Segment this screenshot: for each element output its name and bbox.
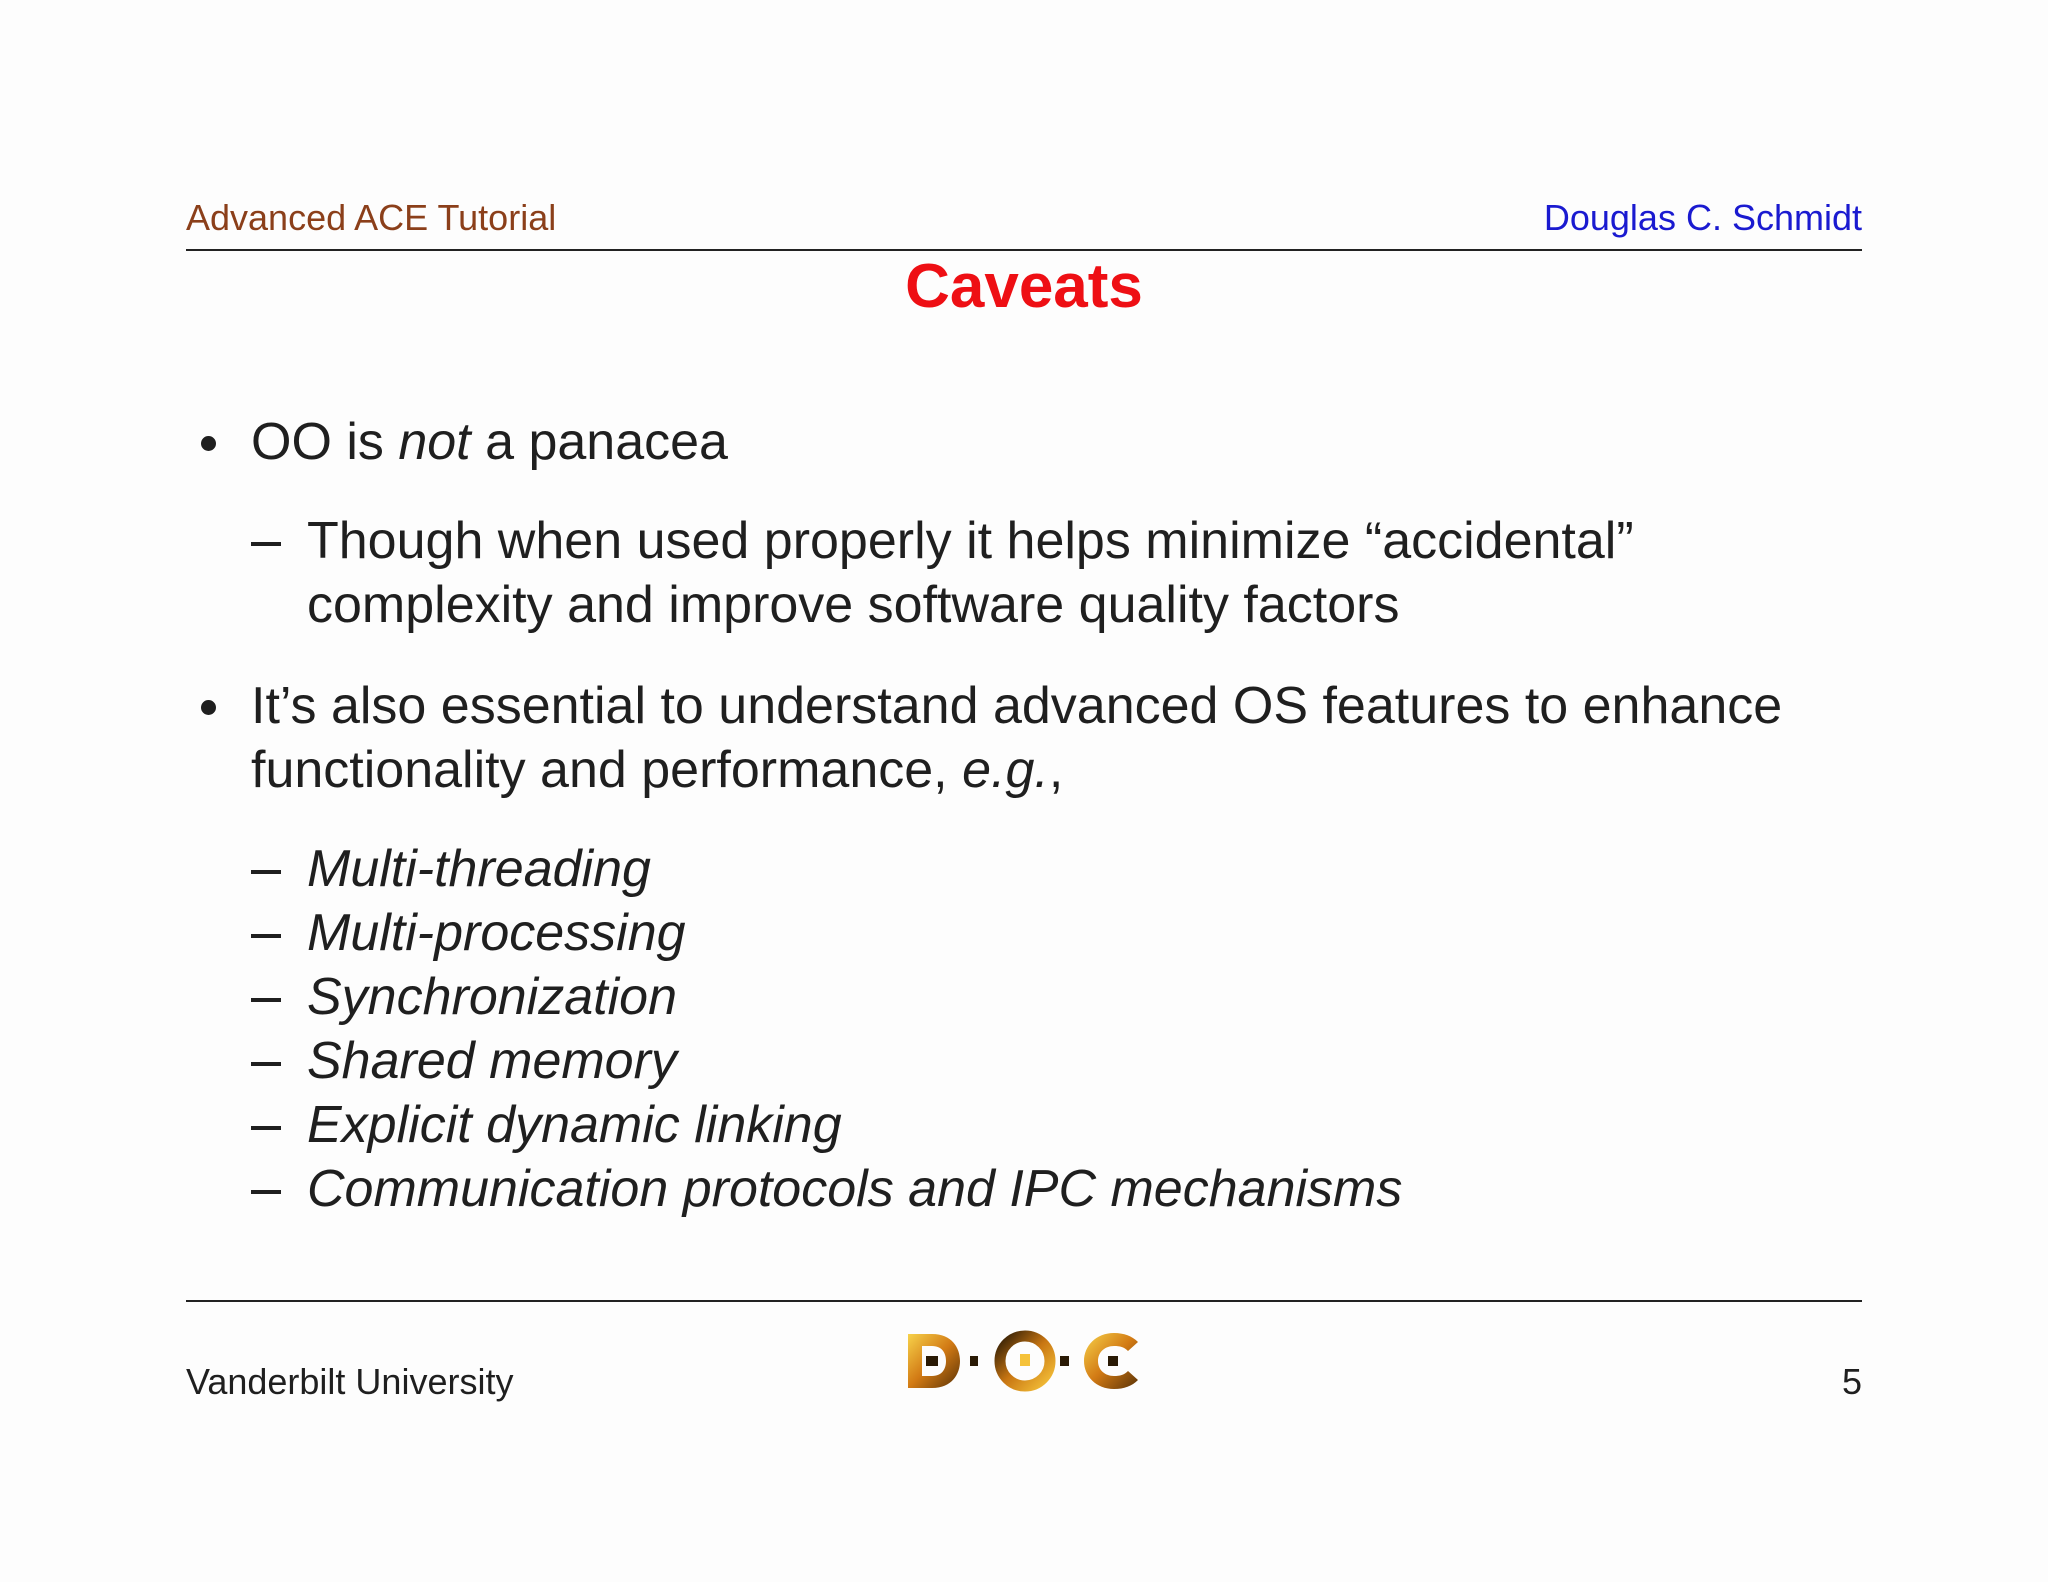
header-author: Douglas C. Schmidt [1543, 197, 1862, 238]
dash-2-2 [251, 934, 281, 938]
footer-institution: Vanderbilt University [186, 1361, 514, 1402]
logo-o-box [1020, 1354, 1030, 1366]
dash-2-4 [251, 1062, 281, 1066]
bullet-2-line2 [251, 738, 1063, 802]
dash-1-1 [251, 542, 281, 546]
bullet-1-post: a panacea [470, 413, 728, 471]
sub-1-1-line2: complexity and improve software quality factors [307, 576, 1400, 634]
slide-title: Caveats [905, 252, 1143, 321]
sub-2-6: Communication protocols and IPC mechanisms [307, 1160, 1403, 1218]
logo-u-box [1060, 1356, 1069, 1366]
bullet-1-pre: OO is [251, 413, 399, 471]
sub-1-1-line1: Though when used properly it helps minimize “accidental” [307, 512, 1634, 570]
doc-group-logo [900, 1326, 1150, 1396]
header-divider [186, 249, 1862, 251]
dash-2-6 [251, 1190, 281, 1194]
bullet-dot-2 [201, 700, 216, 715]
sub-2-5: Explicit dynamic linking [307, 1096, 842, 1154]
bullet-2-line1: It’s also essential to understand advanced OS features to enhance [251, 677, 1783, 735]
bullet-1-em: not [398, 413, 471, 471]
bullet-2-line2-post: , [1048, 741, 1064, 799]
logo-p-box [1108, 1356, 1118, 1366]
header-course-title: Advanced ACE Tutorial [186, 197, 557, 238]
footer-divider [186, 1300, 1862, 1302]
bullet-1-text [251, 410, 728, 474]
page-number: 5 [1841, 1361, 1862, 1402]
logo-g-box [926, 1356, 938, 1366]
sub-2-3: Synchronization [307, 968, 677, 1026]
dash-2-1 [251, 870, 281, 874]
logo-r-box [970, 1356, 978, 1366]
sub-2-2: Multi-processing [307, 904, 686, 962]
dash-2-3 [251, 998, 281, 1002]
sub-2-4: Shared memory [307, 1032, 677, 1090]
bullet-2-line2-em: e.g. [962, 741, 1049, 799]
bullet-2-line2-pre: functionality and performance, [251, 741, 963, 799]
sub-2-1: Multi-threading [307, 840, 651, 898]
dash-2-5 [251, 1126, 281, 1130]
bullet-dot-1 [201, 436, 216, 451]
